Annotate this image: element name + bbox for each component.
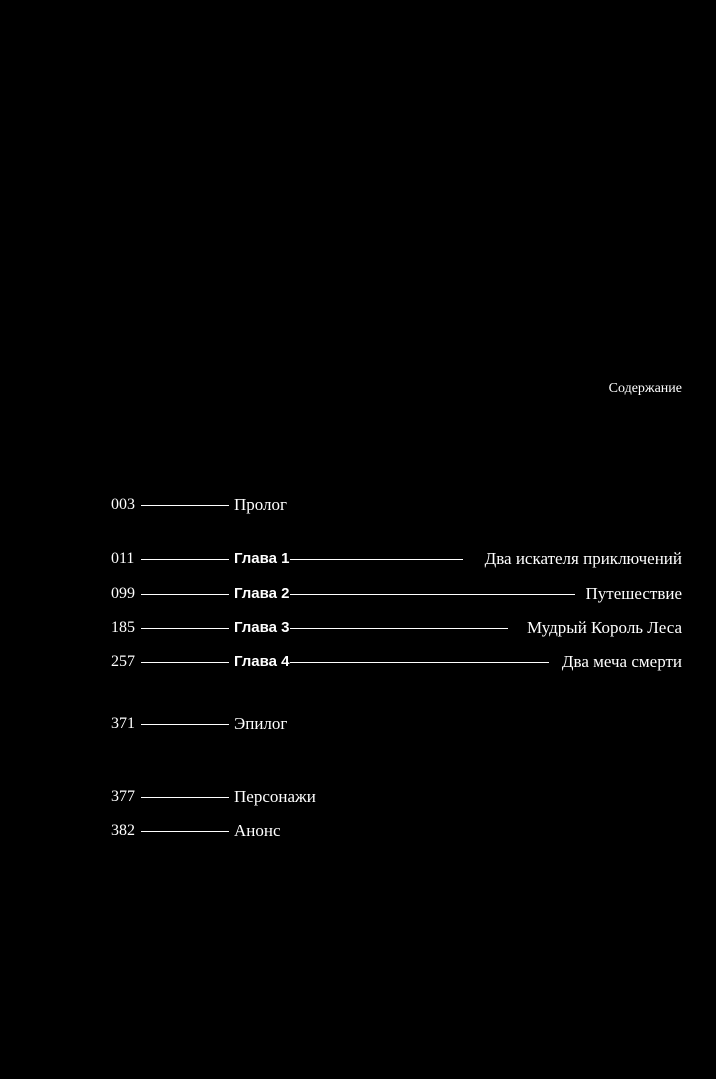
chapter-title: Два меча смерти	[561, 652, 682, 671]
entry-label: Пролог	[234, 495, 288, 514]
page-number: 099	[111, 585, 135, 602]
page-number: 185	[111, 619, 135, 636]
page-number: 377	[111, 788, 135, 805]
page-number: 257	[111, 653, 135, 670]
entry-label: Эпилог	[234, 714, 288, 733]
toc-entry-chapter-4[interactable]	[0, 650, 716, 674]
chapter-label: Глава 4	[234, 653, 290, 670]
chapter-title: Два искателя приключений	[484, 549, 682, 568]
toc-entry-epilogue[interactable]	[0, 712, 716, 736]
leader-line	[141, 662, 229, 663]
leader-line	[290, 662, 549, 663]
leader-line	[141, 505, 229, 506]
toc-entry-chapter-1[interactable]	[0, 547, 716, 571]
leader-line	[141, 594, 229, 595]
page-number: 382	[111, 822, 135, 839]
chapter-title: Мудрый Король Леса	[527, 618, 682, 637]
page-number: 003	[111, 496, 135, 513]
leader-line	[141, 559, 229, 560]
leader-line	[141, 831, 229, 832]
leader-line	[141, 628, 229, 629]
toc-entry-chapter-3[interactable]	[0, 616, 716, 640]
leader-line	[141, 724, 229, 725]
toc-entry-prologue[interactable]	[0, 493, 716, 517]
toc-entry-chapter-2[interactable]	[0, 582, 716, 606]
toc-entry-characters[interactable]	[0, 785, 716, 809]
page-number: 371	[111, 715, 135, 732]
toc-entry-announcement[interactable]	[0, 819, 716, 843]
chapter-label: Глава 2	[234, 585, 290, 602]
leader-line	[141, 797, 229, 798]
chapter-label: Глава 3	[234, 619, 290, 636]
chapter-title: Путешествие	[585, 584, 682, 603]
leader-line	[290, 559, 463, 560]
chapter-label: Глава 1	[234, 550, 290, 567]
page-number: 011	[111, 550, 135, 567]
leader-line	[290, 628, 508, 629]
toc-heading: Содержание	[608, 381, 682, 396]
entry-label: Персонажи	[234, 787, 316, 806]
entry-label: Анонс	[234, 821, 281, 840]
leader-line	[290, 594, 575, 595]
